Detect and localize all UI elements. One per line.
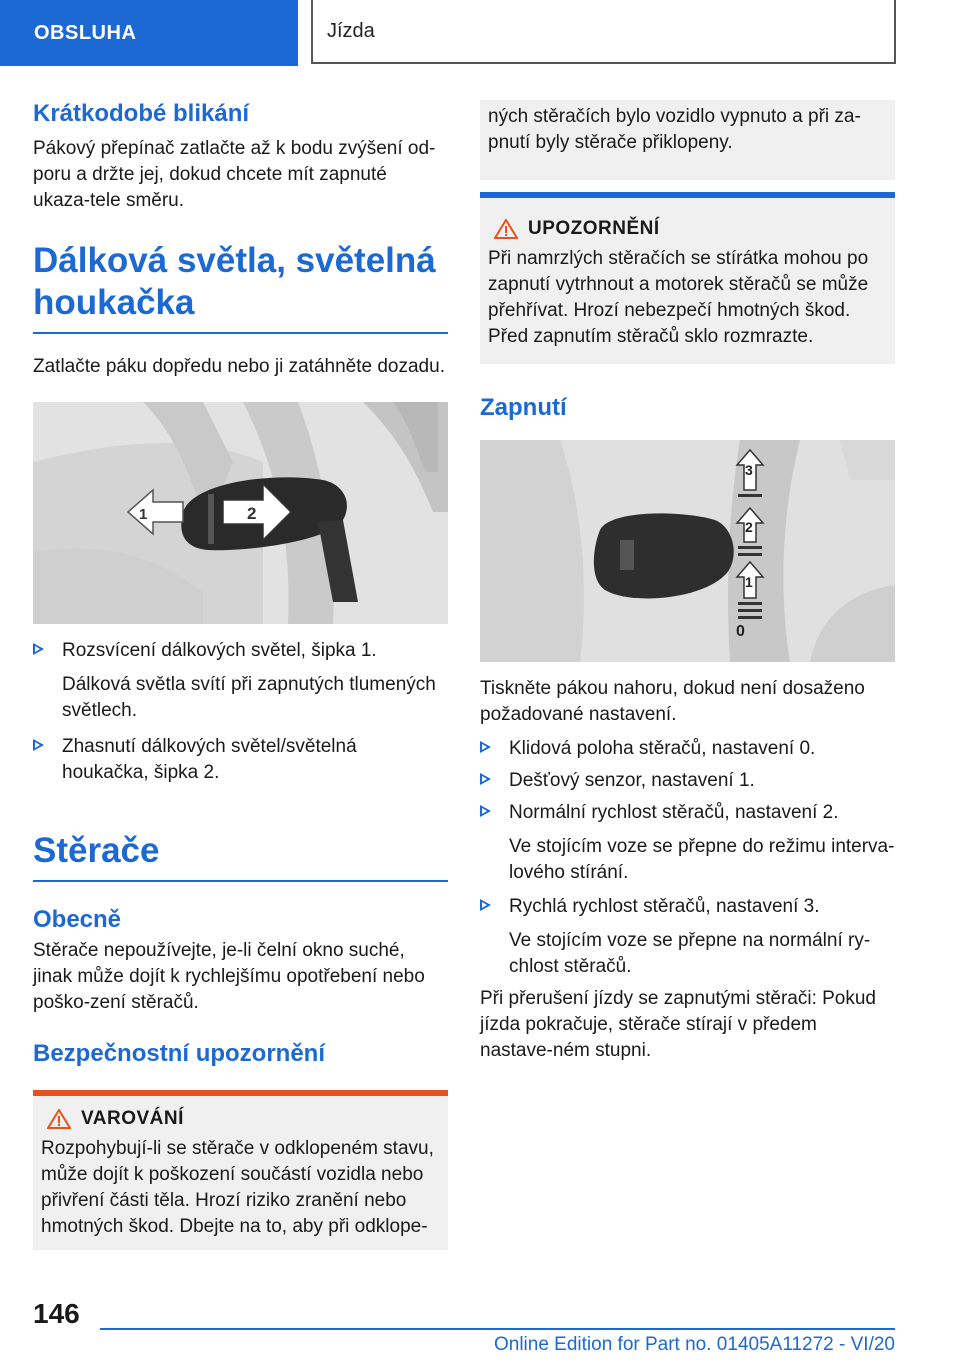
position-label-3: 3 xyxy=(745,462,753,478)
flash-heading: Krátkodobé blikání xyxy=(33,100,250,127)
interrupt-text: Při přerušení jízdy se zapnutými stěrači: Pokud jízda pokračuje, stěrače stírají v předem nastave-ném stupni. xyxy=(480,988,877,1061)
notice-text: Při namrzlých stěračích se stírátka mohou po zapnutí vytrhnout a motorek stěračů se může přehřívat. Hrozí nebezpečí hmotných škod. Před zapnutím stěračů sklo rozmrazte. xyxy=(488,248,869,347)
bullet-triangle-icon xyxy=(480,805,491,817)
position-label-2: 2 xyxy=(745,519,753,535)
bullet-triangle-icon xyxy=(33,643,44,655)
general-heading: Obecně xyxy=(33,906,122,933)
page-number: 146 xyxy=(33,1298,80,1329)
wipers-heading: Stěrače xyxy=(33,830,448,882)
high-beam-text: Zatlačte páku dopředu nebo ji zatáhněte dozadu. xyxy=(33,356,445,377)
list-item: Rozsvícení dálkových světel, šipka 1. Dálková světla svítí při zapnutých tlumených světlech. xyxy=(33,638,448,724)
list-item: Rychlá rychlost stěračů, nastavení 3. Ve stojícím voze se přepne na normální ry-chlost stěračů. xyxy=(480,894,895,980)
warning-continuation-box xyxy=(480,100,895,180)
warning-triangle-icon xyxy=(47,1109,71,1129)
bullet-triangle-icon xyxy=(480,773,491,785)
warning-box xyxy=(33,1096,448,1250)
position-label-0: 0 xyxy=(736,623,745,640)
list-item: Dešťový senzor, nastavení 1. xyxy=(480,768,895,794)
footer-rule xyxy=(100,1328,895,1330)
position-label-1: 1 xyxy=(745,574,753,590)
on-heading: Zapnutí xyxy=(480,394,567,421)
notice-box xyxy=(480,198,895,364)
on-text: Tiskněte pákou nahoru, dokud není dosaženo požadované nastavení. xyxy=(480,678,865,725)
list-item: Normální rychlost stěračů, nastavení 2. Ve stojícím voze se přepne do režimu interva-lového stírání. xyxy=(480,800,895,886)
wiper-lever-figure xyxy=(480,440,895,662)
lever-figure xyxy=(33,402,448,624)
flash-text: Pákový přepínač zatlačte až k bodu zvýšení od-poru a držte jej, dokud chcete mít zapnuté ukaza-tele směru. xyxy=(33,138,436,211)
safety-heading: Bezpečnostní upozornění xyxy=(33,1040,326,1067)
warning-continuation-text: ných stěračích bylo vozidlo vypnuto a při za-pnutí byly stěrače přiklopeny. xyxy=(488,106,861,153)
warning-text: Rozpohybují-li se stěrače v odklopeném stavu, může dojít k poškození součástí vozidla nebo přivření části těla. Hrozí riziko zranění nebo hmotných škod. Dbejte na to, aby při odklope- xyxy=(41,1138,434,1237)
notice-label: UPOZORNĚNÍ xyxy=(528,218,660,239)
wiper-settings-list xyxy=(480,736,895,980)
right-column xyxy=(480,100,895,1064)
bullet-triangle-icon xyxy=(480,899,491,911)
arrow-label-2: 2 xyxy=(247,504,257,523)
list-item: Zhasnutí dálkových světel/světelná houkačka, šipka 2. xyxy=(33,734,448,786)
footer-edition: Online Edition for Part no. 01405A11272 - VI/20 xyxy=(493,1334,895,1355)
bullet-triangle-icon xyxy=(480,741,491,753)
high-beam-heading: Dálková světla, světelná houkačka xyxy=(33,240,448,334)
list-item: Klidová poloha stěračů, nastavení 0. xyxy=(480,736,895,762)
wiper-lever-illustration xyxy=(480,440,895,662)
high-beam-list xyxy=(33,638,448,786)
warning-triangle-icon xyxy=(494,219,518,239)
bullet-triangle-icon xyxy=(33,739,44,751)
arrow-label-1: 1 xyxy=(139,506,148,523)
lever-illustration xyxy=(33,402,448,624)
section-tab: OBSLUHA xyxy=(0,0,298,66)
warning-label: VAROVÁNÍ xyxy=(81,1108,184,1129)
chapter-tab: Jízda xyxy=(311,0,896,64)
general-text: Stěrače nepoužívejte, je-li čelní okno suché, jinak může dojít k rychlejšímu opotřebení nebo poško-zení stěračů. xyxy=(33,940,425,1013)
left-column xyxy=(33,100,448,1250)
